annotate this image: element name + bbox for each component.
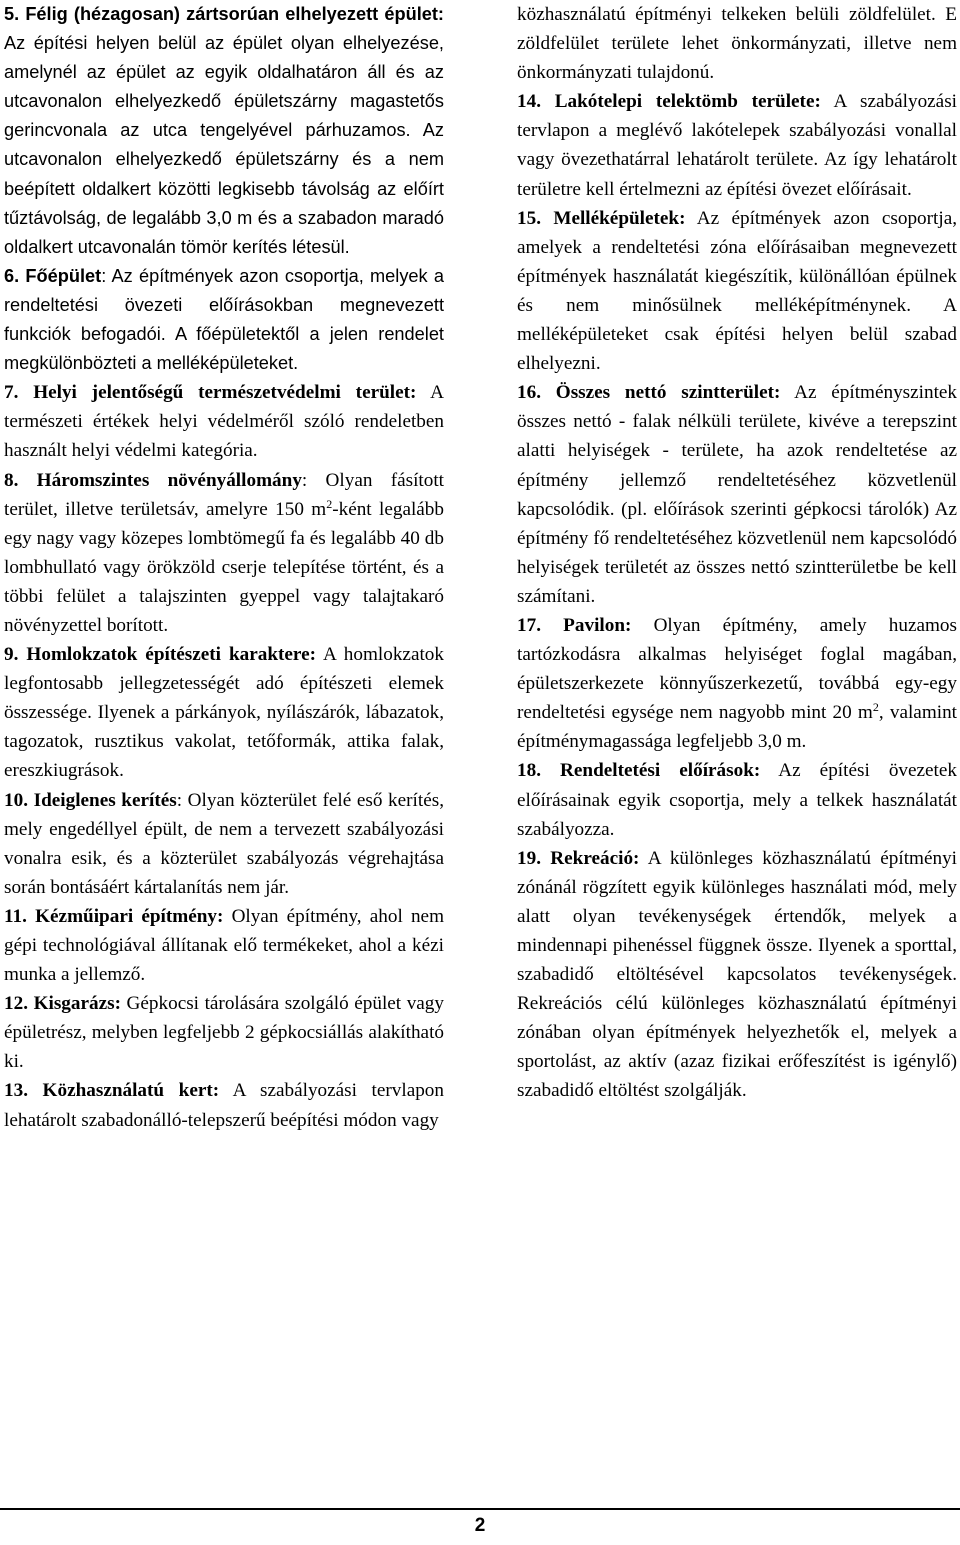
- definition-text-extra: A főépületektől a jelen rendelet megkülönbözteti a melléképületeket.: [4, 324, 444, 374]
- definition-text-cont: , valamint építménymagassága legfeljebb 3,0 m.: [517, 702, 957, 753]
- definition-term: Háromszintes növényállomány: [36, 469, 302, 491]
- definition-text: Az építmények azon csoportja, amelyek a rendeltetési zóna előírásaiban megnevezett építmények használatát kiegészítik, különállóan épülnek és nem minősülnek melléképítménynek. A melléképületeket csak építési helyen belül szabad elhelyezni.: [517, 207, 958, 375]
- definition-number: 9.: [4, 644, 19, 666]
- definition-12: [4, 989, 444, 1076]
- definition-text: A homlokzatok legfontosabb jellegzetességét adó építészeti elemek összessége. Ilyenek a párkányok, nyílászárók, lábazatok, tagozatok, rusztikus vakolat, tetőformák, attika falak, ereszkiugrások.: [4, 644, 444, 782]
- definition-term: Homlokzatok építészeti karaktere:: [26, 644, 317, 666]
- definition-term: Melléképületek:: [553, 207, 686, 229]
- definition-text: A szabályozási tervlapon a meglévő lakótelepek szabályozási vonallal vagy övezethatárral lehatárolt területe. Az így lehatárolt területre kell értelmezni az építési övezet előírásait.: [517, 91, 957, 200]
- definition-9: [4, 640, 444, 785]
- definition-term: Lakótelepi telektömb területe:: [554, 91, 821, 113]
- definition-number: 14.: [517, 91, 541, 113]
- definition-11: [4, 902, 444, 989]
- definition-term: Helyi jelentőségű természetvédelmi terület:: [33, 382, 417, 404]
- definition-text: : Olyan közterület felé eső kerítés, mely engedéllyel épült, de nem a tervezett szabályozási vonalra esik, és a közterület szabályozás végrehajtása során bontásáért kártalanítás nem jár.: [4, 789, 444, 898]
- definition-term: Pavilon:: [563, 614, 632, 636]
- definition-term: Rekreáció:: [550, 847, 640, 869]
- definition-text: A szabályozási tervlapon lehatárolt szabadonálló-telepszerű beépítési módon vagy: [4, 1080, 444, 1131]
- definition-number: 18.: [517, 760, 541, 782]
- definition-text: A különleges közhasználatú építményi zónánál rögzített egyik különleges használati mód, mely alatt olyan tevékenységek értendők, melyek a mindennapi pihenéssel függnek össze. Ilyenek a sporttal, szabadidő eltöltésével kapcsolatos tevékenységek. Rekreációs célú különleges közhasználatú építményi zónában olyan építmények helyezhetők el, melyek a sportolást, az aktív (azaz fizikai erőfeszítést is igénylő) szabadidő eltöltést szolgálják.: [517, 847, 957, 1102]
- definition-17: [517, 611, 957, 756]
- definition-18: [517, 756, 957, 843]
- definition-term: Félig (hézagosan) zártsorúan elhelyezett épület:: [25, 4, 444, 24]
- definition-term: Rendeltetési előírások:: [560, 760, 761, 782]
- definition-text: közhasználatú építményi telkeken belüli zöldfelület. E zöldfelület területe lehet önkormányzati, illetve nem önkormányzati tulajdonú.: [517, 4, 957, 84]
- definition-number: 6.: [4, 265, 20, 286]
- definition-text: : Olyan fásított terület, illetve területsáv, amelyre 150 m: [4, 469, 444, 520]
- definition-8: [4, 466, 444, 641]
- definition-text: Gépkocsi tárolására szolgáló épület vagy épületrész, melyben legfeljebb 2 gépkocsiállás alakítható ki.: [4, 993, 444, 1073]
- definition-term: Közhasználatú kert:: [42, 1080, 220, 1102]
- definition-text: Az építési övezetek előírásainak egyik csoportja, mely a telkek használatát szabályozza.: [517, 760, 957, 840]
- definition-number: 5.: [4, 4, 20, 24]
- definition-number: 16.: [517, 382, 541, 404]
- definition-14: [517, 87, 957, 203]
- definition-term: Ideiglenes kerítés: [33, 789, 177, 811]
- definition-number: 8.: [4, 469, 19, 491]
- definition-number: 11.: [4, 905, 27, 927]
- definition-number: 12.: [4, 993, 28, 1015]
- definition-5: [4, 0, 444, 262]
- right-column: [517, 0, 957, 1106]
- page-number: 2: [474, 1515, 486, 1536]
- definition-number: 7.: [4, 382, 19, 404]
- definition-19: [517, 844, 957, 1106]
- definition-16: [517, 378, 957, 611]
- definition-7: [4, 378, 444, 465]
- definition-text: Olyan építmény, ahol nem gépi technológiával állítanak elő termékeket, ahol a kézi munka a jellemző.: [4, 905, 444, 986]
- definition-13: [4, 1076, 444, 1134]
- superscript: 2: [326, 496, 333, 511]
- definition-6: [4, 262, 444, 378]
- definition-term: Főépület: [25, 265, 102, 286]
- definition-13-continued: [517, 0, 957, 87]
- superscript: 2: [872, 700, 879, 715]
- definition-text: Az építményszintek összes nettó - falak nélküli területe, kivéve a terepszint alatti helyiségek - területe, ha azok rendeltetése az építmény jellemző rendeltetéséhez közvetlenül kapcsolódik. (pl. előírások szerinti gépkocsi tárolók) Az építmény fő rendeltetéséhez közvetlenül nem kapcsolódó helyiségek területét az összes nettó szintterületbe be kell számítani.: [517, 382, 958, 607]
- definition-text-cont: -ként legalább egy nagy vagy közepes lombtömegű fa és legalább 40 db lombhullató vagy örökzöld cserje telepítése történt, és a többi felület a talajszinten gyeppel vagy talajtakaró növényzettel borított.: [4, 498, 444, 636]
- definition-term: Kézműipari építmény:: [35, 905, 224, 927]
- definition-15: [517, 204, 957, 379]
- definition-number: 10.: [4, 789, 28, 811]
- definition-number: 13.: [4, 1080, 28, 1102]
- left-column: [4, 0, 444, 1135]
- definition-text: A természeti értékek helyi védelméről szóló rendeletben használt helyi védelmi kategória.: [4, 382, 445, 462]
- definition-text: : Az építmények azon csoportja, melyek a rendeltetési övezeti előírásokban megnevezett funkciók befogadói.: [4, 265, 444, 345]
- definition-number: 19.: [517, 847, 541, 869]
- definition-text: Az építési helyen belül az épület olyan elhelyezése, amelynél az épület az egyik oldalhatáron áll és az utcavonalon elhelyezkedő épületszárny magastetős gerincvonala az utca tengelyével párhuzamos. Az utcavonalon elhelyezkedő épületszárny és a nem beépített oldalkert közötti legkisebb távolság az előírt tűztávolság, de legalább 3,0 m és a szabadon maradó oldalkert utcavonalán tömör kerítés létesül.: [4, 33, 444, 257]
- definition-number: 17.: [517, 614, 541, 636]
- footer-rule: [0, 1508, 960, 1510]
- definition-term: Kisgarázs:: [33, 993, 121, 1015]
- definition-10: [4, 786, 444, 902]
- definition-text: Olyan építmény, amely huzamos tartózkodásra alkalmas helyiséget foglal magában, épületszerkezete könnyűszerkezetű, továbbá egy-egy rendeltetési egysége nem nagyobb mint 20 m: [517, 614, 957, 724]
- definition-term: Összes nettó szintterület:: [555, 382, 781, 404]
- definition-number: 15.: [517, 207, 541, 229]
